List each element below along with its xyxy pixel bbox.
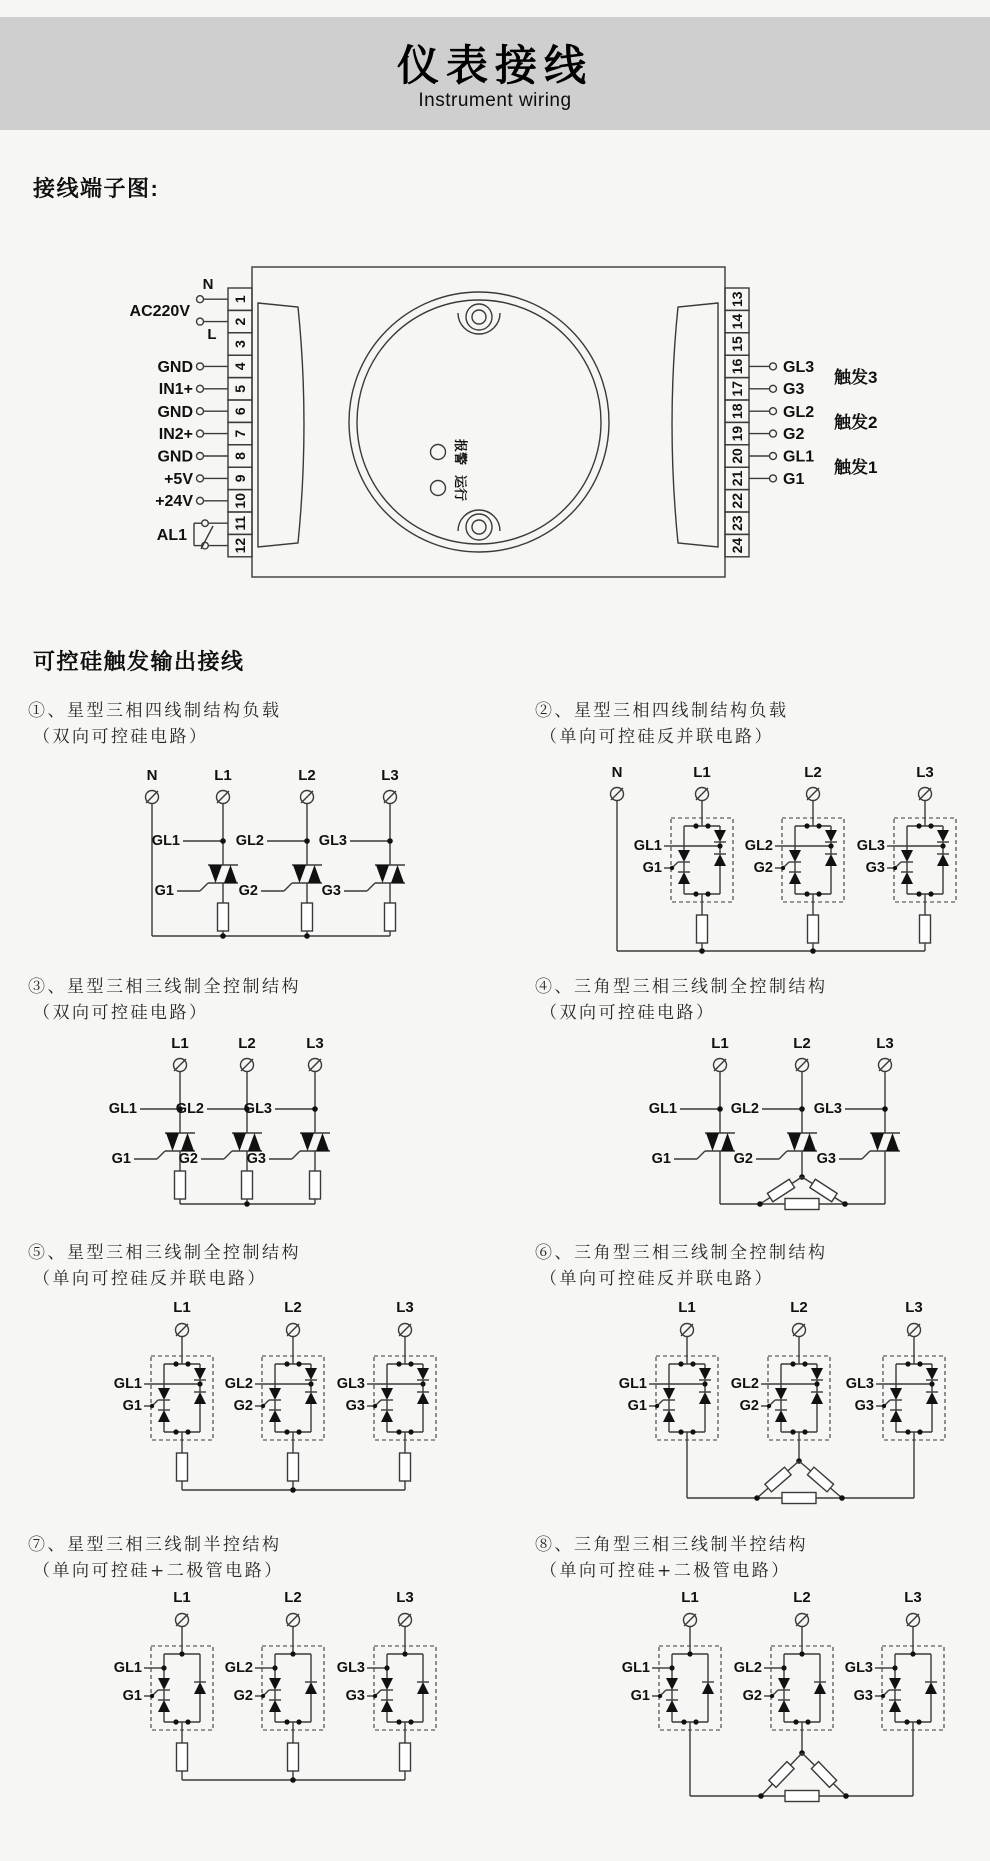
terminal-number: 12	[232, 537, 248, 554]
phase-label: L1	[711, 1035, 729, 1052]
phase-label: L2	[793, 1035, 811, 1052]
phase-label: N	[146, 767, 158, 784]
phase-label: L1	[693, 764, 711, 781]
gl-label: GL3	[844, 1660, 873, 1676]
terminal-number: 1	[232, 295, 248, 304]
phase-label: L3	[904, 1589, 922, 1606]
gl-label: GL1	[633, 838, 662, 854]
page-title: 仪表接线	[396, 42, 593, 89]
phase-label: L1	[214, 767, 232, 784]
trigger2-label: 触发2	[834, 413, 878, 432]
circuit-title-line2: （双向可控硅电路）	[33, 727, 209, 748]
circuit-4-diagram	[515, 1032, 990, 1232]
gl-label: GL2	[175, 1101, 204, 1117]
circuit-title-line2: （双向可控硅电路）	[540, 1003, 716, 1024]
gl-label: GL3	[856, 838, 885, 854]
circuit-title-line1: ⑦、星型三相三线制半控结构	[28, 1535, 282, 1555]
circuit-title-line2: （单向可控硅反并联电路）	[540, 727, 774, 748]
pin-label-gnd: GND	[157, 404, 193, 421]
circuit-title-line1: ②、星型三相四线制结构负载	[535, 701, 789, 721]
circuit-2-title	[535, 698, 789, 751]
pin-label-gnd: GND	[157, 448, 193, 466]
gl-label: GL2	[235, 833, 264, 849]
header-banner	[0, 17, 990, 130]
circuit-8-title	[535, 1532, 808, 1585]
g-label: G1	[122, 1688, 142, 1704]
pin-label-gnd: GND	[157, 359, 193, 376]
terminal-number: 14	[729, 313, 745, 330]
terminal-number: 16	[729, 358, 745, 375]
g-label: G2	[238, 883, 258, 899]
alarm-led-label: 报警	[453, 438, 468, 466]
circuit-8-diagram	[515, 1588, 990, 1808]
phase-label: L2	[238, 1035, 256, 1052]
gl-label: GL2	[730, 1376, 759, 1392]
circuit-2-diagram	[515, 763, 990, 968]
left-connector-panel	[258, 303, 304, 547]
circuit-title-line2: （单向可控硅反并联电路）	[33, 1269, 267, 1290]
gl-label: GL2	[733, 1660, 762, 1676]
g-label: G3	[816, 1151, 836, 1167]
gl-label: GL1	[648, 1101, 677, 1117]
pin-label-al1: AL1	[156, 527, 187, 544]
gl-label: GL3	[813, 1101, 842, 1117]
terminal-number: 4	[232, 362, 248, 371]
phase-label: L2	[284, 1299, 302, 1316]
gl-label: GL1	[113, 1376, 142, 1392]
pin-label-24v: +24V	[155, 493, 193, 510]
gl-label: GL3	[845, 1376, 874, 1392]
g-label: G2	[739, 1398, 759, 1414]
g-label: G2	[233, 1398, 253, 1414]
phase-label: L2	[284, 1589, 302, 1606]
g-label: G3	[321, 883, 341, 899]
gl-label: GL2	[224, 1376, 253, 1392]
phase-label: L2	[793, 1589, 811, 1606]
right-pin-wires	[749, 363, 777, 482]
pin-label-gl3: GL3	[783, 359, 815, 376]
phase-label: L3	[876, 1035, 894, 1052]
g-label: G3	[246, 1151, 266, 1167]
circuit-4-title	[535, 974, 828, 1027]
terminal-number: 24	[729, 537, 745, 554]
pin-label-g2: G2	[783, 426, 805, 443]
circuit-5-diagram	[25, 1298, 495, 1503]
instrument-body	[252, 267, 725, 577]
g-label: G3	[865, 860, 885, 876]
g-label: G1	[642, 860, 662, 876]
gl-label: GL1	[621, 1660, 650, 1676]
terminal-number: 3	[232, 340, 248, 348]
run-led-label: 运行	[453, 474, 468, 502]
gl-label: GL1	[151, 833, 180, 849]
pin-label-g1: G1	[783, 471, 805, 488]
page-subtitle: Instrument wiring	[418, 90, 572, 111]
terminal-number: 6	[232, 407, 248, 416]
circuit-title-line2: （单向可控硅反并联电路）	[540, 1269, 774, 1290]
terminal-number: 15	[729, 336, 745, 352]
al1-relay-contact	[194, 520, 228, 549]
terminal-number: 19	[729, 425, 745, 442]
g-label: G2	[233, 1688, 253, 1704]
terminal-number: 21	[729, 470, 745, 487]
gl-label: GL3	[336, 1660, 365, 1676]
g-label: G1	[111, 1151, 131, 1167]
pin-label-in1: IN1+	[158, 381, 193, 398]
terminal-number: 20	[729, 448, 745, 464]
terminal-section-heading: 接线端子图:	[33, 176, 160, 201]
circuit-1-title	[28, 698, 282, 751]
terminal-number: 2	[232, 317, 248, 326]
top-screw-icon	[466, 304, 492, 330]
phase-label: L1	[173, 1589, 191, 1606]
gl-label: GL1	[108, 1101, 137, 1117]
gl-label: GL3	[336, 1376, 365, 1392]
terminal-number: 11	[232, 515, 248, 531]
alarm-led-icon	[431, 445, 446, 460]
pin-label-gl1: GL1	[783, 448, 815, 466]
gl-label: GL2	[744, 838, 773, 854]
terminal-number: 17	[729, 381, 745, 397]
circuit-title-line2: （单向可控硅+二极管电路）	[33, 1561, 284, 1582]
phase-label: L3	[916, 764, 934, 781]
gl-label: GL2	[224, 1660, 253, 1676]
g-label: G3	[345, 1398, 365, 1414]
trigger1-label: 触发1	[834, 458, 878, 477]
circuit-5-title	[28, 1240, 301, 1293]
g-label: G1	[627, 1398, 647, 1414]
terminal-number: 7	[232, 429, 248, 438]
circuit-7-diagram	[25, 1588, 495, 1793]
pin-label-gl2: GL2	[783, 404, 815, 421]
circuit-title-line1: ①、星型三相四线制结构负载	[28, 701, 282, 721]
g-label: G2	[733, 1151, 753, 1167]
circuit-7-title	[28, 1532, 284, 1585]
phase-label: L2	[298, 767, 316, 784]
phase-label: L3	[396, 1299, 414, 1316]
g-label: G1	[630, 1688, 650, 1704]
gl-label: GL1	[113, 1660, 142, 1676]
terminal-number: 13	[729, 291, 745, 307]
circuit-title-line1: ⑧、三角型三相三线制半控结构	[535, 1535, 808, 1555]
gl-label: GL3	[243, 1101, 272, 1117]
pin-label-n: N	[202, 276, 214, 293]
phase-label: L2	[790, 1299, 808, 1316]
terminal-number: 9	[232, 474, 248, 483]
phase-label: L1	[681, 1589, 699, 1606]
g-label: G1	[651, 1151, 671, 1167]
g-label: G3	[345, 1688, 365, 1704]
left-terminal-numbers	[232, 295, 248, 553]
g-label: G1	[122, 1398, 142, 1414]
circuit-title-line2: （单向可控硅+二极管电路）	[540, 1561, 791, 1582]
pin-label-l: L	[207, 326, 217, 343]
phase-label: N	[611, 764, 623, 781]
right-connector-panel	[672, 303, 718, 547]
circuit-title-line1: ⑤、星型三相三线制全控制结构	[28, 1243, 301, 1263]
circuit-3-diagram	[25, 1032, 495, 1232]
terminal-number: 23	[729, 515, 745, 531]
phase-label: L1	[171, 1035, 189, 1052]
circuit-3-title	[28, 974, 301, 1027]
phase-label: L3	[381, 767, 399, 784]
circuit-1-diagram	[25, 764, 495, 964]
circuit-title-line2: （双向可控硅电路）	[33, 1003, 209, 1024]
g-label: G1	[154, 883, 174, 899]
pin-label-g3: G3	[783, 381, 805, 398]
g-label: G2	[742, 1688, 762, 1704]
terminal-number: 18	[729, 403, 745, 419]
pin-label-ac220v: AC220V	[129, 303, 190, 320]
run-led-icon	[431, 481, 446, 496]
g-label: G2	[178, 1151, 198, 1167]
phase-label: L1	[173, 1299, 191, 1316]
g-label: G3	[853, 1688, 873, 1704]
phase-label: L3	[905, 1299, 923, 1316]
circuit-6-title	[535, 1240, 828, 1293]
phase-label: L2	[804, 764, 822, 781]
g-label: G3	[854, 1398, 874, 1414]
gl-label: GL3	[318, 833, 347, 849]
output-section-heading: 可控硅触发输出接线	[33, 649, 245, 674]
terminal-number: 10	[232, 493, 248, 509]
gl-label: GL1	[618, 1376, 647, 1392]
pin-label-in2: IN2+	[158, 426, 193, 443]
phase-label: L3	[306, 1035, 324, 1052]
circuit-title-line1: ④、三角型三相三线制全控制结构	[535, 977, 828, 997]
trigger3-label: 触发3	[834, 368, 878, 387]
terminal-number: 22	[729, 493, 745, 509]
terminal-number: 8	[232, 452, 248, 460]
phase-label: L1	[678, 1299, 696, 1316]
phase-label: L3	[396, 1589, 414, 1606]
pin-label-5v: +5V	[164, 471, 193, 488]
circuit-title-line1: ③、星型三相三线制全控制结构	[28, 977, 301, 997]
g-label: G2	[753, 860, 773, 876]
terminal-number: 5	[232, 384, 248, 393]
circuit-title-line1: ⑥、三角型三相三线制全控制结构	[535, 1243, 828, 1263]
right-pin-labels	[783, 359, 877, 488]
gl-label: GL2	[730, 1101, 759, 1117]
circuit-6-diagram	[515, 1298, 990, 1510]
terminal-diagram	[0, 225, 990, 625]
bottom-screw-icon	[466, 514, 492, 540]
